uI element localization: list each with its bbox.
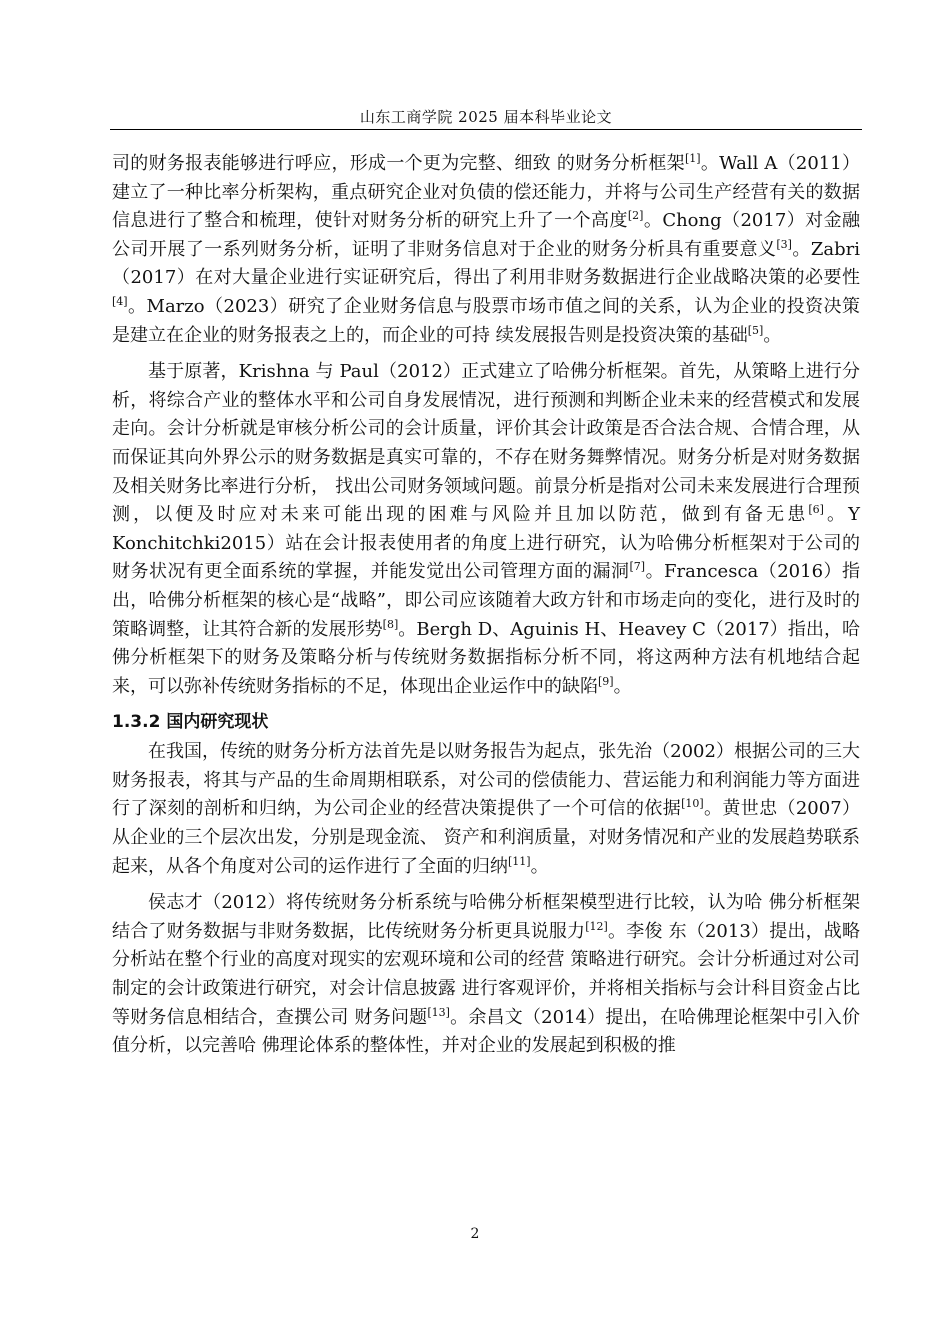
citation-ref: [12] xyxy=(585,919,608,933)
citation-ref: [11] xyxy=(508,854,531,868)
paragraph-text: 在我国，传统的财务分析方法首先是以财务报告为起点，张先治（2002）根据公司的三大财务报表，将其与产品的生命周期相联系，对公司的偿债能力、营运能力和利润能力等方面进行了深刻的剖析和归纳，为公司企业的经营决策提供了一个可信的依据 xyxy=(112,741,860,820)
citation-ref: [6] xyxy=(808,503,824,517)
citation-ref: [5] xyxy=(747,323,764,337)
paragraph-domestic-review xyxy=(112,738,860,881)
paragraph-text: 。 xyxy=(763,324,782,346)
paragraph-text: 。Chong（2017）对金融公司开展了一系列财务分析，证明了非财务信息对于企业的财务分析具有重要意义 xyxy=(112,210,860,260)
paragraph-text: 。李俊 东（2013）提出，战略分析站在整个行业的高度对现实的宏观环境和公司的经营 策略进行研究。会计分析通过对公司制定的会计政策进行研究，对会计信息披露 进行客观评价，并将相关指标与会计科目资金占比等财务信息相结合，查撰公司 财务问题 xyxy=(112,920,860,1028)
paragraph-text: 。Francesca（2016）指出，哈佛分析框架的核心是“战略”，即公司应该随着大政方针和市场走向的变化，进行及时的策略调整，让其符合新的发展形势 xyxy=(112,561,860,640)
citation-ref: [13] xyxy=(427,1005,450,1019)
citation-ref: [7] xyxy=(629,560,646,574)
citation-ref: [2] xyxy=(627,209,644,223)
citation-ref: [10] xyxy=(681,797,704,811)
page-body xyxy=(112,150,860,1061)
citation-ref: [4] xyxy=(112,294,128,308)
paragraph-text: 。Zabri（2017）在对大量企业进行实证研究后，得出了利用非财务数据进行企业战略决策的必要性 xyxy=(112,238,861,289)
paragraph-domestic-harvard xyxy=(112,889,860,1061)
citation-ref: [3] xyxy=(776,237,792,251)
citation-ref: [8] xyxy=(382,617,399,631)
paragraph-harvard-framework xyxy=(112,358,860,701)
paragraph-text: 。Bergh D、Aguinis H、Heavey C（2017）指出，哈佛分析框架下的财务及策略分析与传统财务数据指标分析不同，将这两种方法有机地结合起来，可以弥补传统财务指标的不足，体现出企业运作中的缺陷 xyxy=(112,618,860,697)
paragraph-text: 司的财务报表能够进行呼应，形成一个更为完整、细致 的财务分析框架 xyxy=(112,153,685,174)
paragraph-foreign-review-continued xyxy=(112,150,860,350)
paragraph-text: 基于原著，Krishna 与 Paul（2012）正式建立了哈佛分析框架。首先，从策略上进行分析，将综合产业的整体水平和公司自身发展情况，进行预测和判断企业未来的经营模式和发展走向。会计分析就是审核分析公司的会计质量，评价其会计政策是否合法合规、合情合理，从而保证其向外界公示的财务数据是真实可靠的，不存在财务舞弊情况。财务分析是对财务数据及相关财务比率进行分析， 找出公司财务领域问题。前景分析是指对公司未来发展进行合理预测，以便及时应对未来可能出现的困难与风险并且加以防范，做到有备无患 xyxy=(112,361,860,526)
paragraph-text: 。Y Konchitchki2015）站在会计报表使用者的角度上进行研究，认为哈佛分析框架对于公司的财务状况有更全面系统的掌握，并能发觉出公司管理方面的漏洞 xyxy=(112,504,860,583)
paragraph-text: 。 xyxy=(613,675,632,697)
running-header: 山东工商学院 2025 届本科毕业论文 xyxy=(359,108,613,126)
citation-ref: [1] xyxy=(684,152,701,165)
paragraph-text: 。余昌文（2014）提出，在哈佛理论框架中引入价值分析，以完善哈 佛理论体系的整体性，并对企业的发展起到积极的推 xyxy=(112,1006,860,1057)
paragraph-text: 。 xyxy=(530,855,549,877)
paragraph-text: 。Marzo（2023）研究了企业财务信息与股票市场市值之间的关系，认为企业的投资决策是建立在企业的财务报表之上的，而企业的可持 续发展报告则是投资决策的基础 xyxy=(112,295,860,346)
page-number: 2 xyxy=(470,1226,480,1242)
paragraph-text: 。黄世忠（2007）从企业的三个层次出发，分别是现金流、 资产和利润质量，对财务情况和产业的发展趋势联系起来，从各个角度对公司的运作进行了全面的归纳 xyxy=(112,798,860,877)
paragraph-text: 。Wall A（2011）建立了一种比率分析架构，重点研究企业对负债的偿还能力，并将与公司生产经营有关的数据信息进行了整合和梳理，使针对财务分析的研究上升了一个高度 xyxy=(112,153,861,232)
section-heading: 1.3.2 国内研究现状 xyxy=(112,712,269,733)
citation-ref: [9] xyxy=(598,674,614,688)
paragraph-text: 侯志才（2012）将传统财务分析系统与哈佛分析框架模型进行比较，认为哈 佛分析框架结合了财务数据与非财务数据，比传统财务分析更具说服力 xyxy=(112,892,860,942)
header-rule xyxy=(110,129,862,130)
